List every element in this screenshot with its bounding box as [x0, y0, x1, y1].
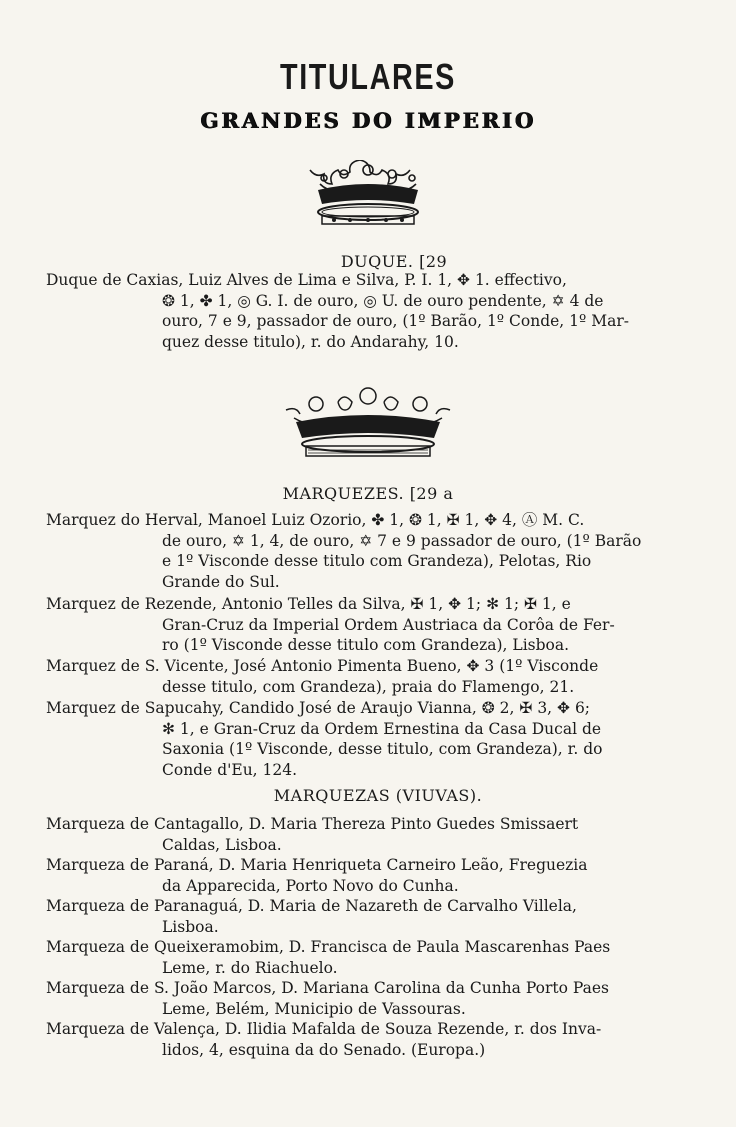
entry-duque-caxias: [46, 270, 682, 352]
entry-line: de ouro, ✡ 1, 4, de ouro, ✡ 7 e 9 passador de ouro, (1º Barão: [162, 531, 642, 550]
entry-line: quez desse titulo), r. do Andarahy, 10.: [162, 332, 459, 351]
entry-marqueza-valenca: [46, 1019, 682, 1060]
entry-marqueza-parana: [46, 855, 682, 896]
entry-line: ouro, 7 e 9, passador de ouro, (1º Barão, 1º Conde, 1º Mar-: [162, 312, 629, 330]
section-heading-marquezas: MARQUEZAS (VIUVAS).: [273, 786, 483, 805]
entry-line: desse titulo, com Grandeza), praia do Flamengo, 21.: [162, 677, 575, 696]
entry-line: Marqueza de Paraná, D. Maria Henriqueta Carneiro Leão, Freguezia: [46, 856, 588, 874]
entry-line: Marquez de Rezende, Antonio Telles da Silva, ✠ 1, ✥ 1; ✻ 1; ✠ 1, e: [46, 595, 571, 613]
entry-line: ✻ 1, e Gran-Cruz da Ordem Ernestina da Casa Ducal de: [162, 719, 602, 738]
entry-marquez-herval: [46, 510, 682, 592]
section-heading-marquezes: MARQUEZES. [29 a: [282, 484, 454, 503]
entry-line: lidos, 4, esquina da do Senado. (Europa.): [162, 1040, 486, 1059]
entry-line: Grande do Sul.: [162, 572, 280, 591]
entry-marqueza-paranagua: [46, 896, 682, 937]
entry-line: Marqueza de S. João Marcos, D. Mariana Carolina da Cunha Porto Paes: [46, 979, 609, 997]
entry-line: da Apparecida, Porto Novo do Cunha.: [162, 876, 459, 895]
entry-line: Saxonia (1º Visconde, desse titulo, com Grandeza), r. do: [162, 740, 603, 758]
entry-line: Duque de Caxias, Luiz Alves de Lima e Silva, P. I. 1, ✥ 1. effectivo,: [46, 271, 567, 289]
page-title: TITULARES: [280, 56, 456, 97]
entry-line: Lisboa.: [162, 917, 219, 936]
section-heading-duque: DUQUE. [29: [340, 252, 448, 271]
entry-marqueza-queixeramobim: [46, 937, 682, 978]
entry-marqueza-s-joao-marcos: [46, 978, 682, 1019]
marquis-crown-icon: [280, 384, 456, 466]
entry-marquez-rezende: [46, 594, 682, 656]
page-subtitle: GRANDES DO IMPERIO: [200, 108, 536, 133]
entry-line: Leme, Belém, Municipio de Vassouras.: [162, 999, 466, 1018]
entry-line: Marquez de S. Vicente, José Antonio Pimenta Bueno, ✥ 3 (1º Visconde: [46, 657, 599, 675]
entry-line: Caldas, Lisboa.: [162, 835, 282, 854]
entry-line: Marquez do Herval, Manoel Luiz Ozorio, ✤ 1, ❂ 1, ✠ 1, ✥ 4, Ⓐ M. C.: [46, 511, 585, 529]
entry-line: Conde d'Eu, 124.: [162, 760, 298, 779]
entry-marquez-sapucahy: [46, 698, 682, 780]
entry-line: e 1º Visconde desse titulo com Grandeza), Pelotas, Rio: [162, 552, 592, 570]
entry-line: Leme, r. do Riachuelo.: [162, 958, 338, 977]
ducal-crown-icon: [300, 160, 436, 232]
entry-line: ro (1º Visconde desse titulo com Grandeza), Lisboa.: [162, 636, 570, 654]
entry-marqueza-cantagallo: [46, 814, 682, 855]
entry-line: Marqueza de Paranaguá, D. Maria de Nazareth de Carvalho Villela,: [46, 897, 577, 915]
entry-line: Gran-Cruz da Imperial Ordem Austriaca da Corôa de Fer-: [162, 615, 615, 634]
entry-line: Marqueza de Cantagallo, D. Maria Thereza Pinto Guedes Smissaert: [46, 815, 579, 833]
entry-line: Marquez de Sapucahy, Candido José de Araujo Vianna, ❂ 2, ✠ 3, ✥ 6;: [46, 699, 591, 717]
entry-line: Marqueza de Queixeramobim, D. Francisca de Paula Mascarenhas Paes: [46, 938, 611, 956]
entry-marquez-s-vicente: [46, 656, 682, 697]
entry-line: ❂ 1, ✤ 1, ◎ G. I. de ouro, ◎ U. de ouro pendente, ✡ 4 de: [162, 291, 604, 310]
entry-line: Marqueza de Valença, D. Ilidia Mafalda de Souza Rezende, r. dos Inva-: [46, 1020, 602, 1038]
